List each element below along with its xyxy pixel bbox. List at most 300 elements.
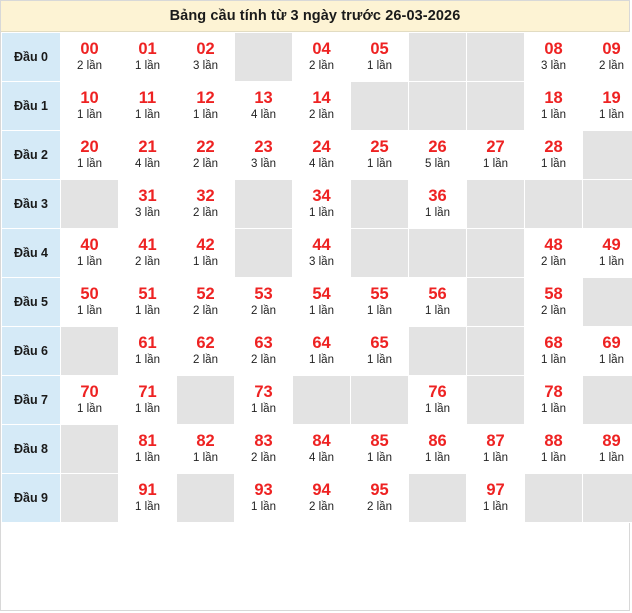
- cell-content: [525, 40, 582, 74]
- cell-content: [409, 285, 466, 319]
- cell-number: 42: [196, 236, 215, 254]
- row-label: Đầu 4: [2, 229, 61, 278]
- cell-number: 64: [312, 334, 331, 352]
- cell-content: [293, 40, 350, 74]
- empty-cell: [235, 229, 293, 278]
- number-cell[interactable]: [583, 327, 632, 376]
- cell-count: 5 lần: [425, 158, 450, 170]
- empty-cell: [61, 474, 119, 523]
- cell-count: 3 lần: [251, 158, 276, 170]
- table-row: [2, 376, 632, 425]
- cell-number: 28: [544, 138, 563, 156]
- number-cell[interactable]: [119, 425, 177, 474]
- cell-count: 1 lần: [135, 305, 160, 317]
- number-cell[interactable]: [293, 327, 351, 376]
- cell-number: 40: [80, 236, 99, 254]
- cell-count: 2 lần: [541, 256, 566, 268]
- cell-number: 12: [196, 89, 215, 107]
- table-row: [2, 180, 632, 229]
- number-cell[interactable]: [119, 82, 177, 131]
- cell-content: [525, 236, 582, 270]
- number-cell[interactable]: [177, 82, 235, 131]
- empty-cell: [583, 278, 632, 327]
- cell-count: 1 lần: [309, 354, 334, 366]
- cell-count: 2 lần: [367, 501, 392, 513]
- cell-content: [293, 236, 350, 270]
- cell-number: 63: [254, 334, 273, 352]
- cell-number: 34: [312, 187, 331, 205]
- cell-count: 1 lần: [483, 158, 508, 170]
- cell-count: 2 lần: [193, 158, 218, 170]
- cell-number: 95: [370, 481, 389, 499]
- cell-content: [293, 187, 350, 221]
- cell-number: 00: [80, 40, 99, 58]
- cell-content: [583, 236, 632, 270]
- number-cell[interactable]: [525, 376, 583, 425]
- cell-content: [177, 236, 234, 270]
- cell-count: 1 lần: [541, 354, 566, 366]
- cell-count: 1 lần: [367, 60, 392, 72]
- cell-count: 1 lần: [135, 452, 160, 464]
- cell-content: [525, 383, 582, 417]
- cell-content: [177, 89, 234, 123]
- empty-cell: [351, 376, 409, 425]
- number-cell[interactable]: [351, 131, 409, 180]
- number-cell[interactable]: [177, 131, 235, 180]
- cell-number: 41: [138, 236, 157, 254]
- cell-content: [293, 285, 350, 319]
- cell-count: 1 lần: [599, 354, 624, 366]
- number-cell[interactable]: [409, 180, 467, 229]
- empty-cell: [61, 425, 119, 474]
- table-row: [2, 425, 632, 474]
- number-cell[interactable]: [467, 131, 525, 180]
- cell-content: [235, 432, 292, 466]
- row-label: Đầu 3: [2, 180, 61, 229]
- cell-count: 2 lần: [193, 207, 218, 219]
- row-label: Đầu 0: [2, 33, 61, 82]
- cell-count: 1 lần: [541, 109, 566, 121]
- table-row: [2, 33, 632, 82]
- cell-count: 1 lần: [367, 452, 392, 464]
- cell-content: [525, 432, 582, 466]
- empty-cell: [467, 82, 525, 131]
- cell-number: 56: [428, 285, 447, 303]
- empty-cell: [235, 180, 293, 229]
- cell-content: [293, 481, 350, 515]
- cell-number: 76: [428, 383, 447, 401]
- number-cell[interactable]: [119, 376, 177, 425]
- cell-count: 2 lần: [309, 60, 334, 72]
- cell-number: 61: [138, 334, 157, 352]
- number-cell[interactable]: [525, 425, 583, 474]
- empty-cell: [293, 376, 351, 425]
- cell-count: 2 lần: [309, 501, 334, 513]
- cell-count: 1 lần: [135, 109, 160, 121]
- cell-count: 1 lần: [309, 305, 334, 317]
- cell-content: [61, 89, 118, 123]
- cell-number: 52: [196, 285, 215, 303]
- cell-content: [235, 285, 292, 319]
- number-cell[interactable]: [61, 376, 119, 425]
- number-cell[interactable]: [351, 327, 409, 376]
- number-cell[interactable]: [467, 425, 525, 474]
- cell-content: [583, 334, 632, 368]
- empty-cell: [409, 327, 467, 376]
- cell-number: 51: [138, 285, 157, 303]
- cell-number: 62: [196, 334, 215, 352]
- cell-count: 4 lần: [309, 158, 334, 170]
- number-cell[interactable]: [293, 82, 351, 131]
- cell-content: [235, 334, 292, 368]
- cell-count: 2 lần: [77, 60, 102, 72]
- cell-number: 97: [486, 481, 505, 499]
- cell-number: 31: [138, 187, 157, 205]
- number-cell[interactable]: [177, 425, 235, 474]
- cell-content: [61, 40, 118, 74]
- cell-count: 1 lần: [77, 158, 102, 170]
- number-cell[interactable]: [119, 180, 177, 229]
- number-cell[interactable]: [119, 327, 177, 376]
- cell-count: 3 lần: [135, 207, 160, 219]
- cell-number: 70: [80, 383, 99, 401]
- cell-content: [351, 481, 408, 515]
- cell-count: 2 lần: [309, 109, 334, 121]
- number-cell[interactable]: [61, 278, 119, 327]
- cell-number: 22: [196, 138, 215, 156]
- cell-number: 20: [80, 138, 99, 156]
- cell-count: 1 lần: [425, 207, 450, 219]
- cell-content: [467, 481, 524, 515]
- cell-count: 1 lần: [251, 501, 276, 513]
- cell-content: [293, 334, 350, 368]
- row-label: Đầu 7: [2, 376, 61, 425]
- cell-content: [525, 89, 582, 123]
- empty-cell: [467, 33, 525, 82]
- cell-count: 2 lần: [135, 256, 160, 268]
- table-body: [2, 33, 632, 523]
- cell-content: [177, 432, 234, 466]
- cell-count: 1 lần: [425, 305, 450, 317]
- cell-count: 2 lần: [193, 305, 218, 317]
- cell-number: 84: [312, 432, 331, 450]
- number-cell[interactable]: [119, 131, 177, 180]
- number-cell[interactable]: [409, 425, 467, 474]
- cell-count: 1 lần: [77, 256, 102, 268]
- cell-number: 26: [428, 138, 447, 156]
- cell-content: [119, 481, 176, 515]
- number-cell[interactable]: [525, 327, 583, 376]
- cell-number: 86: [428, 432, 447, 450]
- cell-number: 32: [196, 187, 215, 205]
- row-label: Đầu 1: [2, 82, 61, 131]
- cell-number: 44: [312, 236, 331, 254]
- cell-content: [61, 383, 118, 417]
- number-cell[interactable]: [235, 425, 293, 474]
- empty-cell: [351, 229, 409, 278]
- number-cell[interactable]: [525, 82, 583, 131]
- cell-number: 50: [80, 285, 99, 303]
- cell-content: [293, 89, 350, 123]
- cell-number: 73: [254, 383, 273, 401]
- number-cell[interactable]: [235, 131, 293, 180]
- empty-cell: [351, 180, 409, 229]
- cell-count: 1 lần: [77, 305, 102, 317]
- table-row: [2, 278, 632, 327]
- empty-cell: [61, 180, 119, 229]
- number-cell[interactable]: [351, 33, 409, 82]
- cell-count: 1 lần: [367, 354, 392, 366]
- table-row: [2, 327, 632, 376]
- cell-count: 1 lần: [599, 256, 624, 268]
- cell-content: [235, 89, 292, 123]
- number-cell[interactable]: [177, 278, 235, 327]
- number-cell[interactable]: [119, 474, 177, 523]
- empty-cell: [467, 180, 525, 229]
- cell-count: 4 lần: [309, 452, 334, 464]
- cell-content: [177, 40, 234, 74]
- cell-content: [293, 432, 350, 466]
- number-cell[interactable]: [235, 278, 293, 327]
- number-cell[interactable]: [235, 474, 293, 523]
- cell-count: 1 lần: [483, 452, 508, 464]
- cell-number: 36: [428, 187, 447, 205]
- cell-number: 89: [602, 432, 621, 450]
- number-cell[interactable]: [293, 180, 351, 229]
- cell-count: 1 lần: [135, 403, 160, 415]
- cell-number: 09: [602, 40, 621, 58]
- number-cell[interactable]: [293, 33, 351, 82]
- cell-number: 14: [312, 89, 331, 107]
- number-cell[interactable]: [61, 33, 119, 82]
- cell-number: 55: [370, 285, 389, 303]
- empty-cell: [583, 376, 632, 425]
- cell-count: 2 lần: [251, 452, 276, 464]
- number-cell[interactable]: [293, 131, 351, 180]
- cell-number: 87: [486, 432, 505, 450]
- cell-count: 1 lần: [135, 60, 160, 72]
- cell-count: 4 lần: [135, 158, 160, 170]
- cell-content: [119, 236, 176, 270]
- number-cell[interactable]: [409, 376, 467, 425]
- page-title: Bảng cầu tính từ 3 ngày trước 26-03-2026: [169, 8, 461, 24]
- cell-content: [177, 334, 234, 368]
- cell-content: [583, 432, 632, 466]
- cell-content: [583, 40, 632, 74]
- cell-content: [177, 187, 234, 221]
- cell-content: [467, 432, 524, 466]
- cell-number: 02: [196, 40, 215, 58]
- number-cell[interactable]: [235, 82, 293, 131]
- number-cell[interactable]: [119, 33, 177, 82]
- row-label: Đầu 2: [2, 131, 61, 180]
- cell-number: 94: [312, 481, 331, 499]
- number-cell[interactable]: [61, 82, 119, 131]
- cell-content: [351, 285, 408, 319]
- cell-content: [119, 187, 176, 221]
- cell-count: 1 lần: [77, 109, 102, 121]
- cell-number: 85: [370, 432, 389, 450]
- row-label: Đầu 6: [2, 327, 61, 376]
- cell-number: 71: [138, 383, 157, 401]
- cell-number: 83: [254, 432, 273, 450]
- empty-cell: [61, 327, 119, 376]
- number-cell[interactable]: [467, 474, 525, 523]
- cell-number: 25: [370, 138, 389, 156]
- empty-cell: [583, 180, 632, 229]
- number-cell[interactable]: [119, 278, 177, 327]
- cell-number: 21: [138, 138, 157, 156]
- number-cell[interactable]: [525, 33, 583, 82]
- cell-content: [351, 138, 408, 172]
- cell-number: 78: [544, 383, 563, 401]
- empty-cell: [409, 229, 467, 278]
- cell-content: [235, 138, 292, 172]
- cell-number: 93: [254, 481, 273, 499]
- number-cell[interactable]: [583, 33, 632, 82]
- empty-cell: [467, 327, 525, 376]
- empty-cell: [583, 474, 632, 523]
- cell-count: 4 lần: [251, 109, 276, 121]
- cell-count: 2 lần: [599, 60, 624, 72]
- cell-count: 1 lần: [193, 452, 218, 464]
- number-cell[interactable]: [235, 327, 293, 376]
- number-cell[interactable]: [351, 425, 409, 474]
- cell-count: 1 lần: [483, 501, 508, 513]
- cell-content: [525, 285, 582, 319]
- cell-number: 58: [544, 285, 563, 303]
- number-cell[interactable]: [177, 33, 235, 82]
- cell-content: [525, 138, 582, 172]
- cell-number: 18: [544, 89, 563, 107]
- number-cell[interactable]: [351, 278, 409, 327]
- cell-count: 2 lần: [193, 354, 218, 366]
- empty-cell: [409, 33, 467, 82]
- cell-content: [119, 40, 176, 74]
- empty-cell: [177, 474, 235, 523]
- row-label: Đầu 9: [2, 474, 61, 523]
- cell-number: 91: [138, 481, 157, 499]
- empty-cell: [467, 376, 525, 425]
- number-cell[interactable]: [293, 474, 351, 523]
- cell-count: 1 lần: [367, 305, 392, 317]
- number-cell[interactable]: [61, 229, 119, 278]
- number-cell[interactable]: [61, 131, 119, 180]
- cell-content: [235, 383, 292, 417]
- table-row: [2, 82, 632, 131]
- number-cell[interactable]: [583, 425, 632, 474]
- cell-count: 1 lần: [541, 403, 566, 415]
- empty-cell: [409, 474, 467, 523]
- empty-cell: [525, 474, 583, 523]
- number-cell[interactable]: [583, 229, 632, 278]
- empty-cell: [467, 278, 525, 327]
- cell-number: 23: [254, 138, 273, 156]
- cell-content: [61, 236, 118, 270]
- number-cell[interactable]: [119, 229, 177, 278]
- cell-content: [119, 383, 176, 417]
- table-row: [2, 474, 632, 523]
- cell-count: 1 lần: [599, 452, 624, 464]
- cell-count: 1 lần: [193, 109, 218, 121]
- cell-count: 3 lần: [541, 60, 566, 72]
- cell-number: 27: [486, 138, 505, 156]
- cell-content: [119, 138, 176, 172]
- cell-count: 1 lần: [193, 256, 218, 268]
- cell-content: [351, 40, 408, 74]
- cell-number: 81: [138, 432, 157, 450]
- number-cell[interactable]: [583, 82, 632, 131]
- number-cell[interactable]: [293, 229, 351, 278]
- cell-number: 82: [196, 432, 215, 450]
- cell-number: 48: [544, 236, 563, 254]
- cell-content: [467, 138, 524, 172]
- cell-count: 3 lần: [193, 60, 218, 72]
- number-cell[interactable]: [177, 180, 235, 229]
- cell-number: 69: [602, 334, 621, 352]
- cell-number: 04: [312, 40, 331, 58]
- cell-count: 1 lần: [135, 501, 160, 513]
- cell-content: [351, 334, 408, 368]
- empty-cell: [525, 180, 583, 229]
- number-cell[interactable]: [409, 131, 467, 180]
- cell-content: [119, 89, 176, 123]
- cell-count: 3 lần: [309, 256, 334, 268]
- number-cell[interactable]: [177, 327, 235, 376]
- cell-content: [119, 285, 176, 319]
- empty-cell: [409, 82, 467, 131]
- empty-cell: [467, 229, 525, 278]
- number-cell[interactable]: [235, 376, 293, 425]
- cell-content: [409, 432, 466, 466]
- cell-count: 1 lần: [541, 158, 566, 170]
- cell-content: [351, 432, 408, 466]
- cell-count: 1 lần: [251, 403, 276, 415]
- cell-count: 1 lần: [541, 452, 566, 464]
- row-label: Đầu 5: [2, 278, 61, 327]
- cell-number: 68: [544, 334, 563, 352]
- cell-number: 53: [254, 285, 273, 303]
- number-cell[interactable]: [409, 278, 467, 327]
- cell-count: 1 lần: [135, 354, 160, 366]
- cell-number: 13: [254, 89, 273, 107]
- number-cell[interactable]: [525, 229, 583, 278]
- number-cell[interactable]: [293, 425, 351, 474]
- cell-count: 1 lần: [425, 452, 450, 464]
- cell-number: 19: [602, 89, 621, 107]
- empty-cell: [351, 82, 409, 131]
- number-cell[interactable]: [293, 278, 351, 327]
- number-cell[interactable]: [351, 474, 409, 523]
- cell-number: 05: [370, 40, 389, 58]
- cell-number: 10: [80, 89, 99, 107]
- cell-content: [119, 432, 176, 466]
- title-bar: [1, 1, 629, 32]
- cell-number: 11: [138, 89, 157, 107]
- cell-content: [409, 383, 466, 417]
- cell-number: 24: [312, 138, 331, 156]
- cell-count: 1 lần: [77, 403, 102, 415]
- cell-number: 01: [138, 40, 157, 58]
- cell-count: 1 lần: [425, 403, 450, 415]
- number-cell[interactable]: [525, 278, 583, 327]
- empty-cell: [235, 33, 293, 82]
- row-label: Đầu 8: [2, 425, 61, 474]
- cell-content: [119, 334, 176, 368]
- cell-content: [409, 138, 466, 172]
- number-cell[interactable]: [525, 131, 583, 180]
- number-cell[interactable]: [177, 229, 235, 278]
